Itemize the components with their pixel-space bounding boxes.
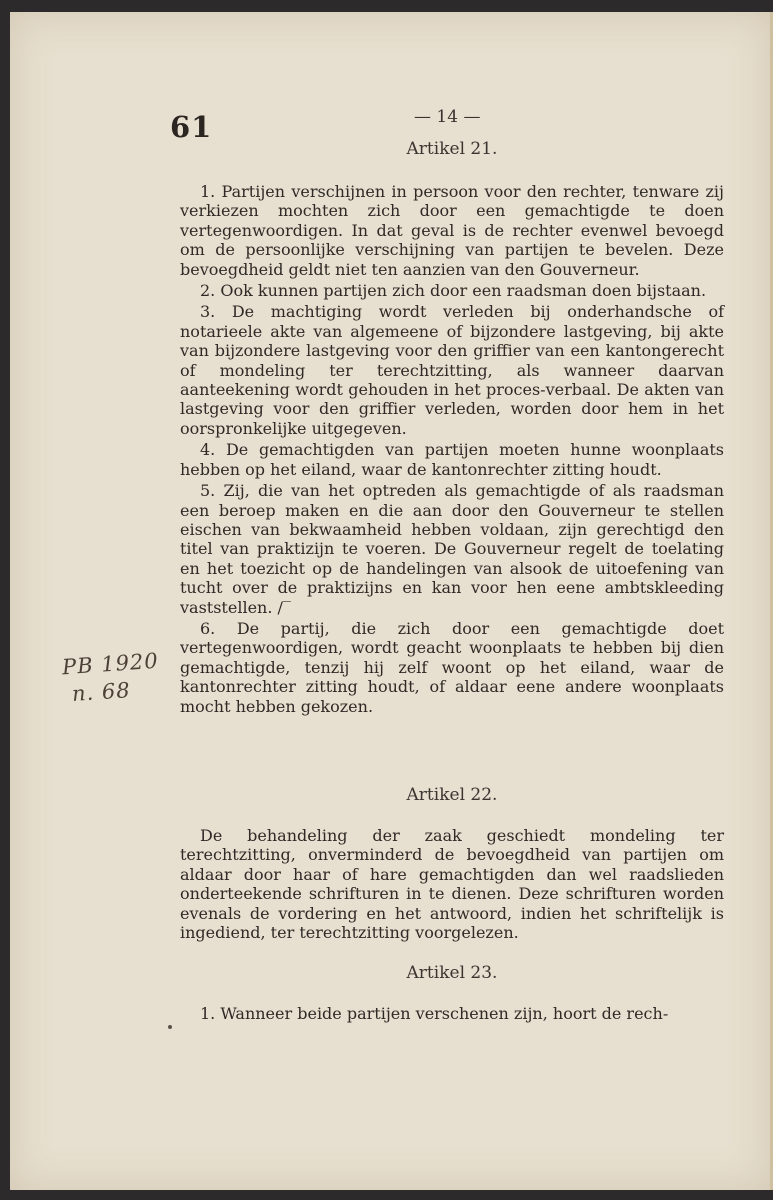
- paragraph: De behandeling der zaak geschiedt mondeling ter terechtzitting, onverminderd de bevoegdheid van partijen om aldaar door haar of hare gemachtigden dan wel raadslieden onderteekende schrifturen in te dienen. Deze schrifturen worden evenals de vordering en het antwoord, indien het schriftelijk is ingediend, ter terechtzitting voorgelezen.: [180, 826, 724, 943]
- paragraph: 1. Partijen verschijnen in persoon voor den rechter, tenware zij verkiezen mochten zich door een gemachtigde te doen vertegenwoordigen. In dat geval is de rechter evenwel bevoegd om de persoonlijke verschijning van partijen te bevelen. Deze bevoegdheid geldt niet ten aanzien van den Gouverneur.: [180, 182, 724, 279]
- paragraph: 2. Ook kunnen partijen zich door een raadsman doen bijstaan.: [200, 281, 707, 301]
- article-22: [180, 786, 724, 942]
- paragraph: 6. De partij, die zich door een gemachtigde doet vertegenwoordigen, wordt geacht woonplaats te hebben bij dien gemachtigde, tenzij hij zelf woont op het eiland, waar de kantonrechter zitting houdt, of aldaar eene andere woonplaats mocht hebben gekozen.: [180, 618, 724, 716]
- article-23: [180, 964, 724, 1023]
- document-page: [10, 12, 773, 1190]
- paragraph: 3. De machtiging wordt verleden bij onderhandsche of notarieele akte van algemeene of bijzondere lastgeving, bij akte van bijzondere lastgeving voor den griffier van een kantongerecht of mondeling ter terechtzitting, als wanneer daarvan aanteekening wordt gehouden in het proces-verbaal. De akten van lastgeving voor den griffier verleden, worden door hem in het oorspronkelijke uitgegeven.: [180, 302, 724, 438]
- article-21: [180, 140, 724, 718]
- ink-dot: [168, 1025, 172, 1029]
- paragraph: 5. Zij, die van het optreden als gemachtigde of als raadsman een beroep maken en die aan door den Gouverneur te stellen eischen van bekwaamheid hebben voldaan, zijn gerechtigd den titel van praktizijn te voeren. De Gouverneur regelt de toelating en het toezicht op de handelingen van alsook de uitoefening van tucht over de praktizijns en kan voor hen eene ambtskleeding vaststellen. /‾: [180, 481, 724, 617]
- article-heading: Artikel 22.: [406, 785, 498, 805]
- article-heading: Artikel 23.: [406, 963, 498, 983]
- margin-note-line2: n. 68: [71, 677, 132, 707]
- article-heading: Artikel 21.: [406, 139, 498, 159]
- paragraph: 1. Wanneer beide partijen verschenen zijn, hoort de rech-: [200, 1004, 669, 1023]
- margin-note-line1: PB 1920: [61, 648, 160, 680]
- page-number: 61: [170, 110, 213, 144]
- paragraph: 4. De gemachtigden van partijen moeten hunne woonplaats hebben op het eiland, waar de kantonrechter zitting houdt.: [180, 440, 724, 479]
- running-folio: — 14 —: [414, 107, 481, 127]
